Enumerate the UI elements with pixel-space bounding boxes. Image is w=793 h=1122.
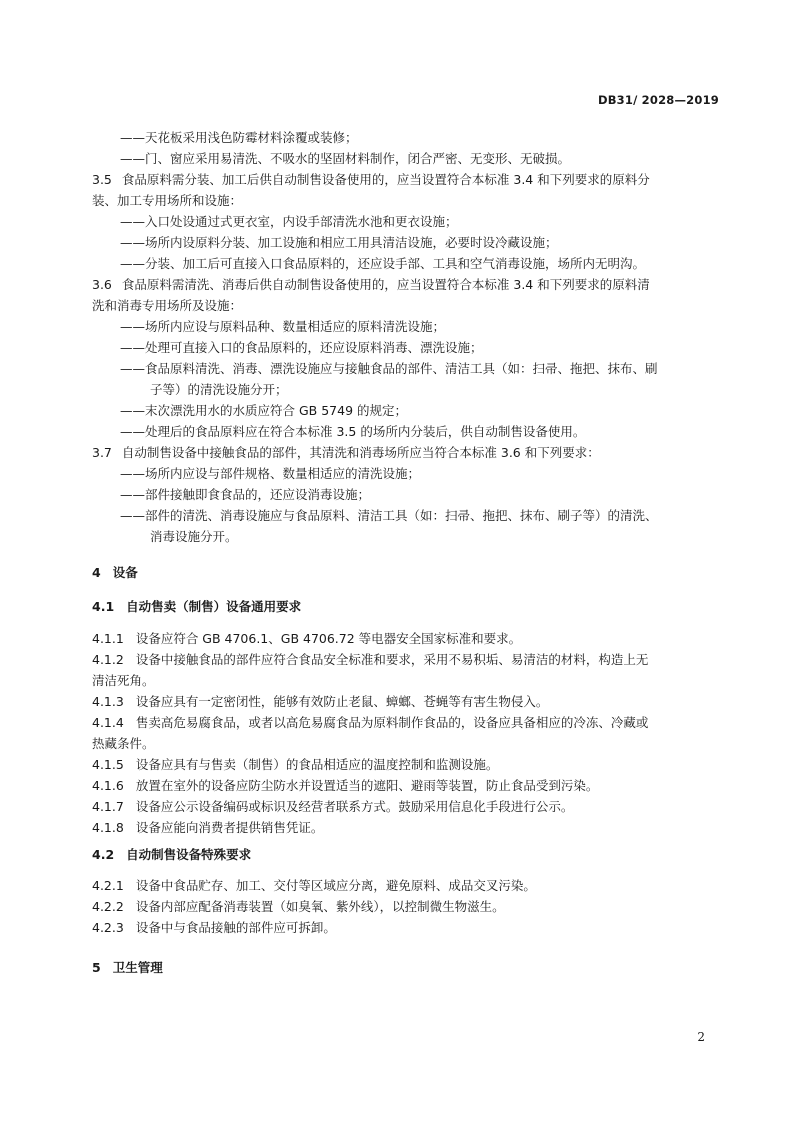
clause-number: 4.1.2: [92, 652, 124, 667]
clause-3-5: [92, 169, 718, 190]
clause-number: 4.1.1: [92, 631, 124, 646]
clause-4-1-1: [92, 628, 718, 649]
clause-4-1-3: [92, 691, 718, 712]
section-number: 4.1: [92, 599, 115, 614]
list-item: ——处理可直接入口的食品原料的，还应设原料消毒、漂洗设施；: [120, 340, 483, 355]
clause-continuation: 热藏条件。: [92, 736, 155, 751]
clause-text: 食品原料需清洗、消毒后供自动制售设备使用的，应当设置符合本标准 3.4 和下列要求的原料清: [121, 277, 650, 292]
clause-text: 食品原料需分装、加工后供自动制售设备使用的，应当设置符合本标准 3.4 和下列要求的原料分: [121, 172, 650, 187]
clause-4-2-3: [92, 917, 718, 938]
clause-number: 4.2.3: [92, 920, 124, 935]
document-code-header: DB31/ 2028—2019: [597, 93, 719, 107]
page-content: [92, 127, 718, 978]
list-item: ——末次漂洗用水的水质应符合 GB 5749 的规定；: [120, 403, 407, 418]
list-item: ——门、窗应采用易清洗、不吸水的坚固材料制作，闭合严密、无变形、无破损。: [120, 151, 571, 166]
clause-text: 设备应符合 GB 4706.1、GB 4706.72 等电器安全国家标准和要求。: [135, 631, 522, 646]
section-title: 自动售卖（制售）设备通用要求: [126, 599, 302, 614]
clause-text: 设备应具有一定密闭性，能够有效防止老鼠、蟑螂、苍蝇等有害生物侵入。: [135, 694, 549, 709]
clause-4-2-2: [92, 896, 718, 917]
clause-continuation: 清洁死角。: [92, 673, 155, 688]
clause-text: 设备应具有与售卖（制售）的食品相适应的温度控制和监测设施。: [135, 757, 499, 772]
clause-number: 3.5: [92, 172, 112, 187]
section-number: 4: [92, 565, 101, 580]
section-heading-5: [92, 957, 718, 978]
clause-4-2-1: [92, 875, 718, 896]
section-heading-4: [92, 562, 718, 583]
list-item: ——部件接触即食食品的，还应设消毒设施；: [120, 487, 371, 502]
section-title: 卫生管理: [112, 960, 163, 975]
clause-text: 设备中食品贮存、加工、交付等区域应分离，避免原料、成品交叉污染。: [135, 878, 536, 893]
clause-number: 4.2.1: [92, 878, 124, 893]
clause-3-7: [92, 442, 718, 463]
list-item: ——处理后的食品原料应在符合本标准 3.5 的场所内分装后，供自动制售设备使用。: [120, 424, 586, 439]
clause-number: 4.1.3: [92, 694, 124, 709]
clause-text: 设备内部应配备消毒装置（如臭氧、紫外线），以控制微生物滋生。: [135, 899, 505, 914]
section-number: 5: [92, 960, 101, 975]
clause-4-1-7: [92, 796, 718, 817]
section-title: 设备: [112, 565, 138, 580]
clause-number: 4.1.5: [92, 757, 124, 772]
page-number: 2: [697, 1030, 705, 1044]
list-item: ——场所内应设与部件规格、数量相适应的清洗设施；: [120, 466, 421, 481]
subsection-heading-4-1: [92, 596, 718, 617]
clause-text: 设备应能向消费者提供销售凭证。: [135, 820, 324, 835]
clause-continuation: 装、加工专用场所和设施：: [92, 193, 243, 208]
clause-number: 3.6: [92, 277, 112, 292]
clause-continuation: 洗和消毒专用场所及设施：: [92, 298, 243, 313]
clause-text: 放置在室外的设备应防尘防水并设置适当的遮阳、避雨等装置，防止食品受到污染。: [135, 778, 599, 793]
clause-text: 自动制售设备中接触食品的部件，其清洗和消毒场所应当符合本标准 3.6 和下列要求：: [121, 445, 600, 460]
clause-text: 设备应公示设备编码或标识及经营者联系方式。鼓励采用信息化手段进行公示。: [135, 799, 574, 814]
clause-text: 售卖高危易腐食品，或者以高危易腐食品为原料制作食品的，设备应具备相应的冷冻、冷藏或: [135, 715, 649, 730]
section-title: 自动制售设备特殊要求: [126, 847, 252, 862]
list-item-continuation: 子等）的清洗设施分开；: [150, 382, 288, 397]
section-number: 4.2: [92, 847, 115, 862]
clause-number: 4.1.8: [92, 820, 124, 835]
list-item: ——食品原料清洗、消毒、漂洗设施应与接触食品的部件、清洁工具（如：扫帚、拖把、抹布、刷: [120, 361, 658, 376]
clause-4-1-4: [92, 712, 718, 733]
clause-3-6: [92, 274, 718, 295]
clause-number: 4.2.2: [92, 899, 124, 914]
clause-4-1-8: [92, 817, 718, 838]
list-item-continuation: 消毒设施分开。: [150, 529, 238, 544]
clause-4-1-2: [92, 649, 718, 670]
clause-number: 4.1.4: [92, 715, 124, 730]
clause-text: 设备中与食品接触的部件应可拆卸。: [135, 920, 336, 935]
clause-text: 设备中接触食品的部件应符合食品安全标准和要求，采用不易积垢、易清洁的材料，构造上无: [135, 652, 649, 667]
list-item: ——部件的清洗、消毒设施应与食品原料、清洁工具（如：扫帚、拖把、抹布、刷子等）的清洗、: [120, 508, 658, 523]
list-item: ——场所内应设与原料品种、数量相适应的原料清洗设施；: [120, 319, 446, 334]
list-item: ——分装、加工后可直接入口食品原料的，还应设手部、工具和空气消毒设施，场所内无明沟。: [120, 256, 646, 271]
clause-4-1-5: [92, 754, 718, 775]
clause-4-1-6: [92, 775, 718, 796]
clause-number: 4.1.7: [92, 799, 124, 814]
list-item: ——场所内设原料分装、加工设施和相应工用具清洁设施，必要时设冷藏设施；: [120, 235, 558, 250]
clause-number: 4.1.6: [92, 778, 124, 793]
clause-number: 3.7: [92, 445, 112, 460]
subsection-heading-4-2: [92, 844, 718, 865]
list-item: ——入口处设通过式更衣室，内设手部清洗水池和更衣设施；: [120, 214, 458, 229]
list-item: ——天花板采用浅色防霉材料涂覆或装修；: [120, 130, 358, 145]
